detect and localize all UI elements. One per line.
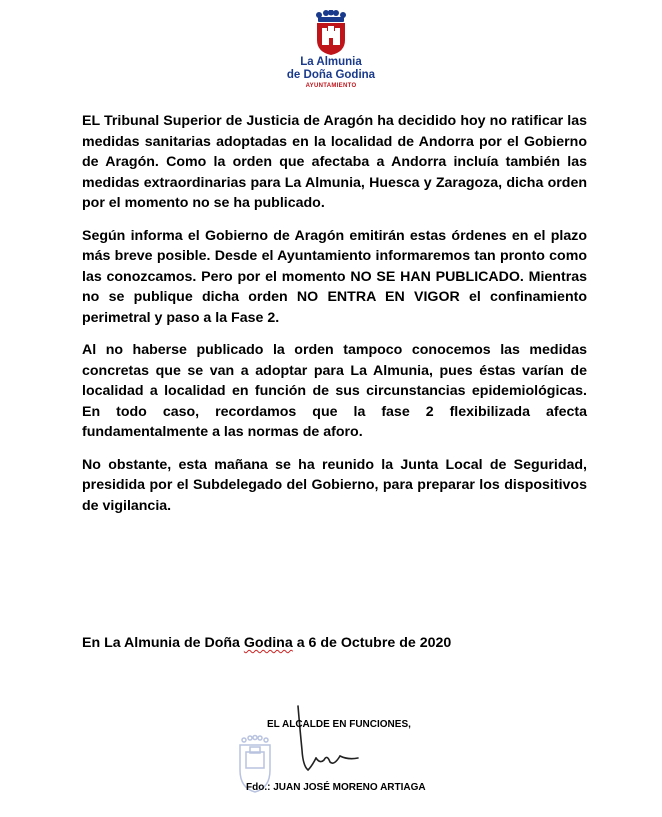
signature-title: EL ALCALDE EN FUNCIONES, xyxy=(267,719,411,730)
date-suffix: a 6 de Octubre de 2020 xyxy=(292,635,452,651)
handwritten-signature-icon xyxy=(298,706,358,770)
logo-subtitle: AYUNTAMIENTO xyxy=(305,83,357,89)
date-underlined-word: Godina xyxy=(243,635,293,651)
coat-of-arms-icon xyxy=(313,10,349,56)
header-logo xyxy=(0,10,662,90)
paragraph-4 xyxy=(82,455,587,517)
paragraph-4-text: No obstante, esta mañana se ha reunido la Junta Local de Seguridad, presidida por el Subdelegado del Gobierno, para preparar los dispositivos de vigilancia. xyxy=(82,456,587,514)
date-line xyxy=(82,635,451,651)
paragraph-1-text: EL Tribunal Superior de Justicia de Aragón ha decidido hoy no ratificar las medidas sanitarias adoptadas en la localidad de Andorra por el Gobierno de Aragón. Como la orden que afectaba a Andorra incluía también las medidas extraordinarias para La Almunia, Huesca y Zaragoza, dicha orden por el momento no se ha publicado. xyxy=(82,113,587,211)
signature-name: Fdo.: JUAN JOSÉ MORENO ARTIAGA xyxy=(246,782,426,793)
paragraph-1 xyxy=(82,111,587,214)
logo-town-name-line1: La Almunia xyxy=(300,56,362,68)
paragraph-3 xyxy=(82,340,587,443)
notice-body xyxy=(82,111,587,528)
logo-town-name-line2: de Doña Godina xyxy=(286,69,376,81)
paragraph-2-text: Según informa el Gobierno de Aragón emitirán estas órdenes en el plazo más breve posible. Desde el Ayuntamiento informaremos tan pronto como las conozcamos. Pero por el momento NO SE HAN PUBLICADO. Mientras no se publique dicha orden NO ENTRA EN VIGOR el confinamiento perimetral y paso a la Fase 2. xyxy=(82,227,587,326)
paragraph-3-text: Al no haberse publicado la orden tampoco conocemos las medidas concretas que se van a adoptar para La Almunia, pues éstas varían de localidad a localidad en función de sus circunstancias epidemiológicas. En todo caso, recordamos que la fase 2 flexibilizada afecta fundamentalmente a las normas de aforo. xyxy=(82,342,587,440)
date-prefix: En La Almunia de Doña xyxy=(82,635,244,651)
paragraph-2 xyxy=(82,226,587,329)
